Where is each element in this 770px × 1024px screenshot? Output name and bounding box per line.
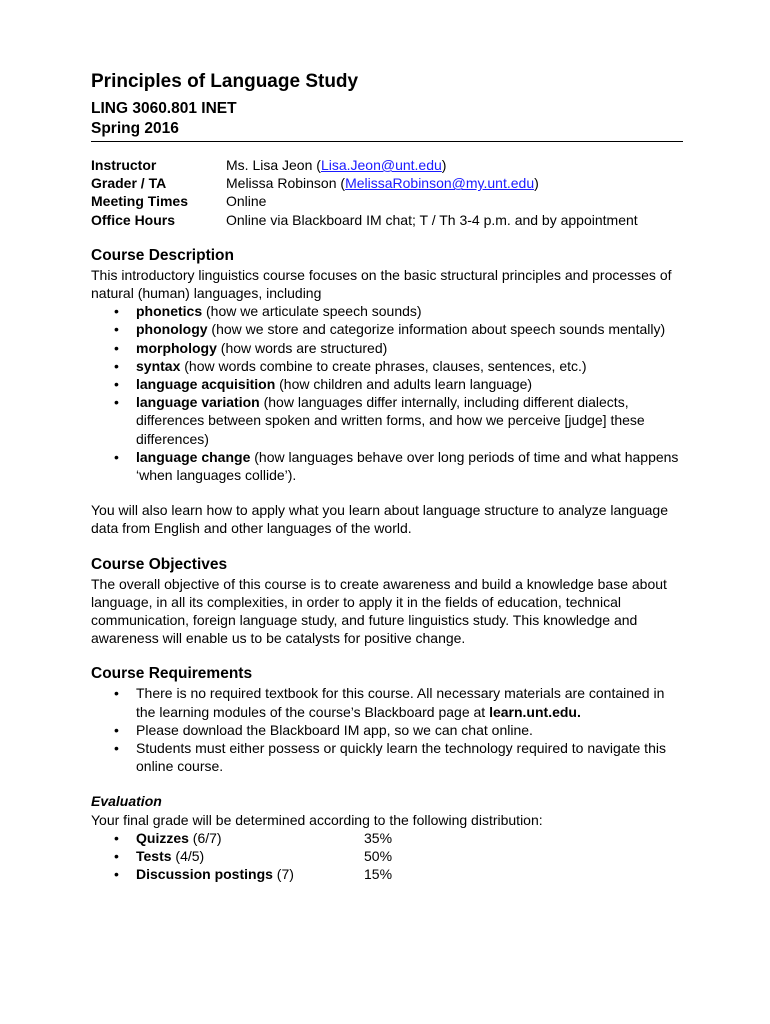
bullet-icon: •	[114, 448, 119, 465]
info-row-meeting-times	[91, 192, 683, 210]
info-value: Online via Blackboard IM chat; T / Th 3-4 p.m. and by appointment	[226, 211, 638, 228]
bullet-icon: •	[114, 357, 119, 374]
evaluation-section	[91, 792, 683, 883]
grade-row: • Quizzes (6/7) 35%	[114, 829, 393, 846]
list-item: • phonology (how we store and categorize information about speech sounds mentally)	[114, 321, 666, 338]
list-item: • language change (how languages behave over long periods of time and what happens ‘when languages collide’).	[114, 448, 679, 484]
info-label: Grader / TA	[91, 175, 167, 192]
info-row-instructor	[91, 156, 683, 174]
section-heading: Course Requirements	[91, 665, 253, 683]
course-objectives-section	[91, 555, 683, 648]
bullet-icon: •	[114, 721, 119, 738]
evaluation-intro: Your final grade will be determined according to the following distribution:	[91, 811, 543, 828]
bullet-icon: •	[114, 740, 119, 757]
list-item: • There is no required textbook for this course. All necessary materials are contained in the learning modules of the course’s Blackboard page at learn.unt.edu.	[114, 685, 665, 720]
section-heading: Course Description	[91, 246, 234, 264]
course-term: Spring 2016	[91, 120, 179, 137]
grade-row: • Tests (4/5) 50%	[114, 848, 393, 865]
header-divider	[91, 141, 683, 142]
list-item: • syntax (how words combine to create phrases, clauses, sentences, etc.)	[114, 357, 587, 374]
requirements-list	[91, 684, 683, 775]
info-value: Online	[226, 193, 267, 210]
info-row-office-hours	[91, 211, 683, 229]
bullet-icon: •	[114, 866, 119, 883]
list-item: • Please download the Blackboard IM app, so we can chat online.	[114, 721, 533, 738]
objectives-text: The overall objective of this course is to create awareness and build a knowledge base about language, in all its complexities, in order to apply it in the fields of education, technical communication, foreign language study, and future linguistics study. This knowledge and awareness will enable us to be catalysts for positive change.	[91, 575, 667, 647]
bullet-icon: •	[114, 303, 119, 320]
bullet-icon: •	[114, 321, 119, 338]
bullet-icon: •	[114, 394, 119, 411]
evaluation-heading: Evaluation	[91, 793, 162, 810]
grade-distribution-list	[91, 829, 683, 884]
list-item: • language acquisition (how children and adults learn language)	[114, 376, 533, 393]
grader-email-link[interactable]: MelissaRobinson@my.unt.edu	[345, 175, 535, 192]
info-label: Office Hours	[91, 211, 176, 228]
info-label: Meeting Times	[91, 193, 188, 210]
grade-weight: 15%	[364, 866, 393, 883]
info-value: Melissa Robinson (MelissaRobinson@my.unt.edu)	[226, 175, 539, 192]
course-code: LING 3060.801 INET	[91, 100, 237, 117]
info-label: Instructor	[91, 157, 157, 173]
grade-row: • Discussion postings (7) 15%	[114, 866, 393, 883]
bullet-icon: •	[114, 829, 119, 846]
list-item: • language variation (how languages differ internally, including different dialects, differences between spoken and written forms, and how we perceive [judge] these differences)	[114, 394, 645, 447]
section-heading: Course Objectives	[91, 555, 228, 573]
bullet-icon: •	[114, 685, 119, 702]
document-title: Principles of Language Study	[91, 71, 359, 92]
list-item: • phonetics (how we articulate speech sounds)	[114, 303, 422, 320]
bullet-icon: •	[114, 376, 119, 393]
course-info-table	[91, 156, 683, 229]
instructor-email-link[interactable]: Lisa.Jeon@unt.edu	[320, 157, 442, 173]
course-requirements-section	[91, 664, 683, 775]
list-item: • morphology (how words are structured)	[114, 339, 388, 356]
info-row-grader	[91, 174, 683, 192]
description-list	[91, 302, 683, 484]
info-value: Ms. Lisa Jeon (Lisa.Jeon@unt.edu)	[226, 157, 447, 173]
bullet-icon: •	[114, 339, 119, 356]
grade-weight: 50%	[364, 848, 393, 865]
grade-weight: 35%	[364, 829, 393, 846]
document-body	[91, 69, 683, 884]
bullet-icon: •	[114, 848, 119, 865]
description-intro: This introductory linguistics course focuses on the basic structural principles and processes of natural (human) languages, including	[91, 266, 672, 302]
description-outro: You will also learn how to apply what you learn about language structure to analyze language data from English and other languages of the world.	[91, 502, 668, 537]
course-description-section	[91, 246, 683, 538]
list-item: • Students must either possess or quickly learn the technology required to navigate this online course.	[114, 740, 666, 775]
